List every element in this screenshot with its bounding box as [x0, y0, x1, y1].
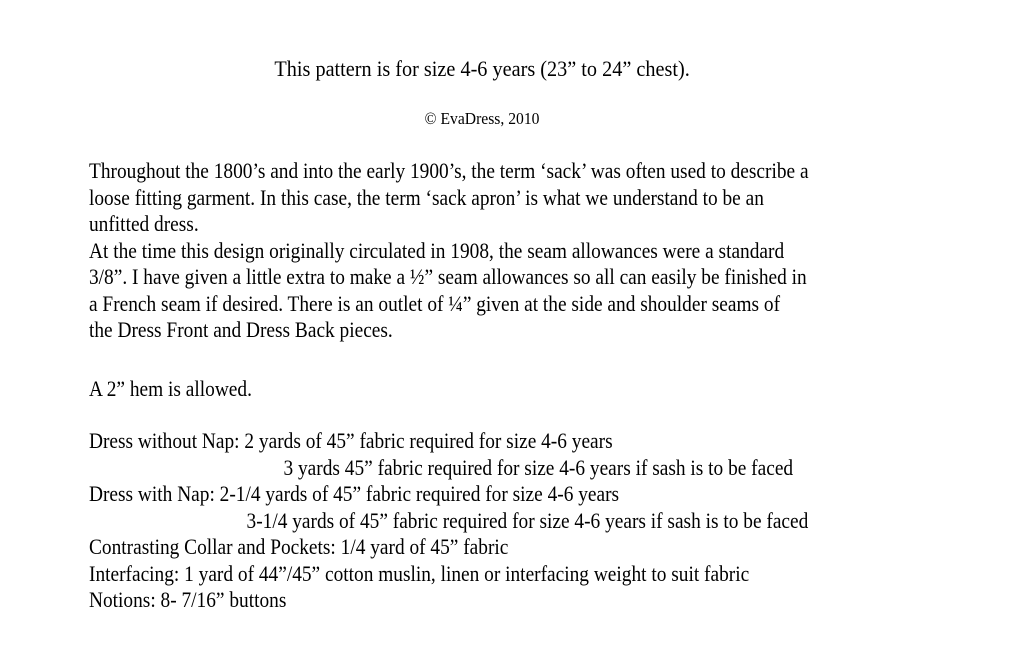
intro-line: At the time this design originally circulated in 1908, the seam allowances were a standard: [89, 237, 785, 263]
intro-paragraph: [89, 158, 960, 344]
materials-line: Contrasting Collar and Pockets: 1/4 yard of 45” fabric: [89, 534, 509, 559]
materials-line: Dress with Nap: 2-1/4 yards of 45” fabric required for size 4-6 years: [89, 481, 620, 506]
materials-line: Notions: 8- 7/16” buttons: [89, 587, 287, 612]
materials-line: Dress without Nap: 2 yards of 45” fabric required for size 4-6 years: [89, 428, 613, 453]
intro-line: Throughout the 1800’s and into the early 1900’s, the term ‘sack’ was often used to describe a: [89, 158, 809, 183]
materials-list: [89, 428, 960, 614]
materials-line: Interfacing: 1 yard of 44”/45” cotton muslin, linen or interfacing weight to suit fabric: [89, 560, 750, 586]
intro-line: a French seam if desired. There is an outlet of ¼” given at the side and shoulder seams of: [89, 290, 781, 316]
intro-line: unfitted dress.: [89, 211, 199, 236]
materials-line: 3-1/4 yards of 45” fabric required for size 4-6 years if sash is to be faced: [246, 507, 809, 533]
hem-note: A 2” hem is allowed.: [89, 376, 252, 401]
pattern-size-heading: This pattern is for size 4-6 years (23” to 24” chest).: [274, 56, 690, 81]
intro-line: loose fitting garment. In this case, the term ‘sack apron’ is what we understand to be an: [89, 184, 764, 210]
copyright-notice: © EvaDress, 2010: [424, 109, 540, 128]
intro-line: 3/8”. I have given a little extra to make a ½” seam allowances so all can easily be finished in: [89, 264, 807, 289]
intro-line: the Dress Front and Dress Back pieces.: [89, 317, 393, 342]
materials-line: 3 yards 45” fabric required for size 4-6 years if sash is to be faced: [283, 454, 794, 480]
